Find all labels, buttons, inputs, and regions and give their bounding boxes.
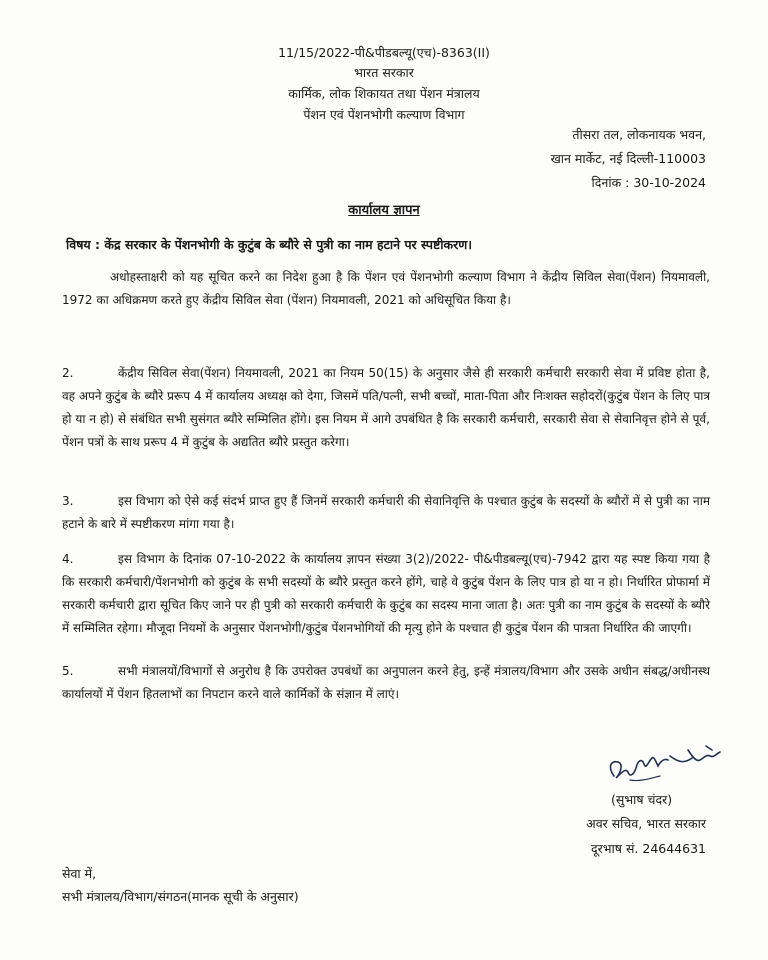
address-line-1: तीसरा तल, लोकनायक भवन, xyxy=(572,127,706,142)
recipients-label: सेवा में, xyxy=(62,866,97,881)
department-name: पेंशन एवं पेंशनभोगी कल्याण विभाग xyxy=(303,107,465,122)
file-number: 11/15/2022-पी&पीडबल्यू(एच)-8363(II) xyxy=(278,45,490,60)
address-line-2: खान मार्केट, नई दिल्ली-110003 xyxy=(550,151,706,166)
govt-name: भारत सरकार xyxy=(354,65,414,80)
paragraph-4-number: 4. xyxy=(62,552,74,566)
document-date: दिनांक : 30-10-2024 xyxy=(591,175,706,190)
paragraph-2-number: 2. xyxy=(62,366,74,380)
title-text: कार्यालय ज्ञापन xyxy=(348,203,420,218)
paragraph-3 xyxy=(62,490,710,536)
paragraph-4-text: इस विभाग के दिनांक 07-10-2022 के कार्यालय ज्ञापन संख्या 3(2)/2022- पी&पीडबल्यू(एच)-7942 द्वारा यह स्पष्ट किया गया है कि सरकारी कर्मचारी/पेंशनभोगी को कुटुंब के सभी सदस्यों के ब्यौरे प्रस्तुत करने होंगे, चाहे वे कुटुंब पेंशन के लिए पात्र हो या न हो। निर्धारित प्रोफार्मा में सरकारी कर्मचारी द्वारा सूचित किए जाने पर ही पुत्री को सरकारी कर्मचारी के कुटुंब का सदस्य माना जाता है। अतः पुत्री का नाम कुटुंब के सदस्यों के ब्यौरे में सम्मिलित रहेगा। मौजूदा नियमों के अनुसार पेंशनभोगी/कुटुंब पेंशनभोगियों की मृत्यु होने के पश्चात ही कुटुंब पेंशन की पात्रता निर्धारित की जाएगी। xyxy=(62,552,710,635)
paragraph-4 xyxy=(62,548,710,640)
signatory-designation: अवर सचिव, भारत सरकार xyxy=(586,816,706,831)
paragraph-3-number: 3. xyxy=(62,494,74,508)
paragraph-2 xyxy=(62,362,710,454)
handwritten-signature xyxy=(600,732,730,790)
paragraph-2-text: केंद्रीय सिविल सेवा(पेंशन) नियमावली, 2021 का नियम 50(15) के अनुसार जैसे ही सरकारी कर्मचारी सरकारी सेवा में प्रविष्ट होता है, वह अपने कुटुंब के ब्यौरे प्ररूप 4 में कार्यालय अध्यक्ष को देगा, जिसमें पति/पत्नी, सभी बच्चों, माता-पिता और निःशक्त सहोदरों(कुटुंब पेंशन के लिए पात्र हो या न हो) से संबंधित सभी सुसंगत ब्यौरे सम्मिलित होंगे। इस नियम में आगे उपबंधित है कि सरकारी कर्मचारी, सरकारी सेवा से सेवानिवृत्त होने से पूर्व, पेंशन पत्रों के साथ प्ररूप 4 में कुटुंब के अद्यतित ब्यौरे प्रस्तुत करेगा। xyxy=(62,366,710,449)
paragraph-5-number: 5. xyxy=(62,664,74,678)
recipients-list: सभी मंत्रालय/विभाग/संगठन(मानक सूची के अनुसार) xyxy=(62,889,299,904)
signatory-phone: दूरभाष सं. 24644631 xyxy=(591,841,706,856)
subject-line: विषय : केंद्र सरकार के पेंशनभोगी के कुटुंब के ब्यौरे से पुत्री का नाम हटाने पर स्पष्टीकरण। xyxy=(66,237,472,252)
paragraph-5-text: सभी मंत्रालयों/विभागों से अनुरोध है कि उपरोक्त उपबंधों का अनुपालन करने हेतु, इन्हें मंत्रालय/विभाग और उसके अधीन संबद्ध/अधीनस्थ कार्यालयों में पेंशन हितलाभों का निपटान करने वाले कार्मिकों के संज्ञान में लाएं। xyxy=(62,664,710,701)
paragraph-3-text: इस विभाग को ऐसे कई संदर्भ प्राप्त हुए हैं जिनमें सरकारी कर्मचारी की सेवानिवृत्ति के पश्चात कुटुंब के सदस्यों के ब्यौरों में से पुत्री का नाम हटाने के बारे में स्पष्टीकरण मांगा गया है। xyxy=(62,494,710,531)
paragraph-1 xyxy=(62,266,710,312)
paragraph-1-text: अधोहस्ताक्षरी को यह सूचित करने का निदेश हुआ है कि पेंशन एवं पेंशनभोगी कल्याण विभाग ने केंद्रीय सिविल सेवा(पेंशन) नियमावली, 1972 का अधिक्रमण करते हुए केंद्रीय सिविल सेवा (पेंशन) नियमावली, 2021 को अधिसूचित किया है। xyxy=(62,270,710,307)
page-title xyxy=(0,200,768,218)
paragraph-5 xyxy=(62,660,710,706)
signatory-name: (सुभाष चंदर) xyxy=(611,792,673,807)
ministry-name: कार्मिक, लोक शिकायत तथा पेंशन मंत्रालय xyxy=(288,86,480,101)
